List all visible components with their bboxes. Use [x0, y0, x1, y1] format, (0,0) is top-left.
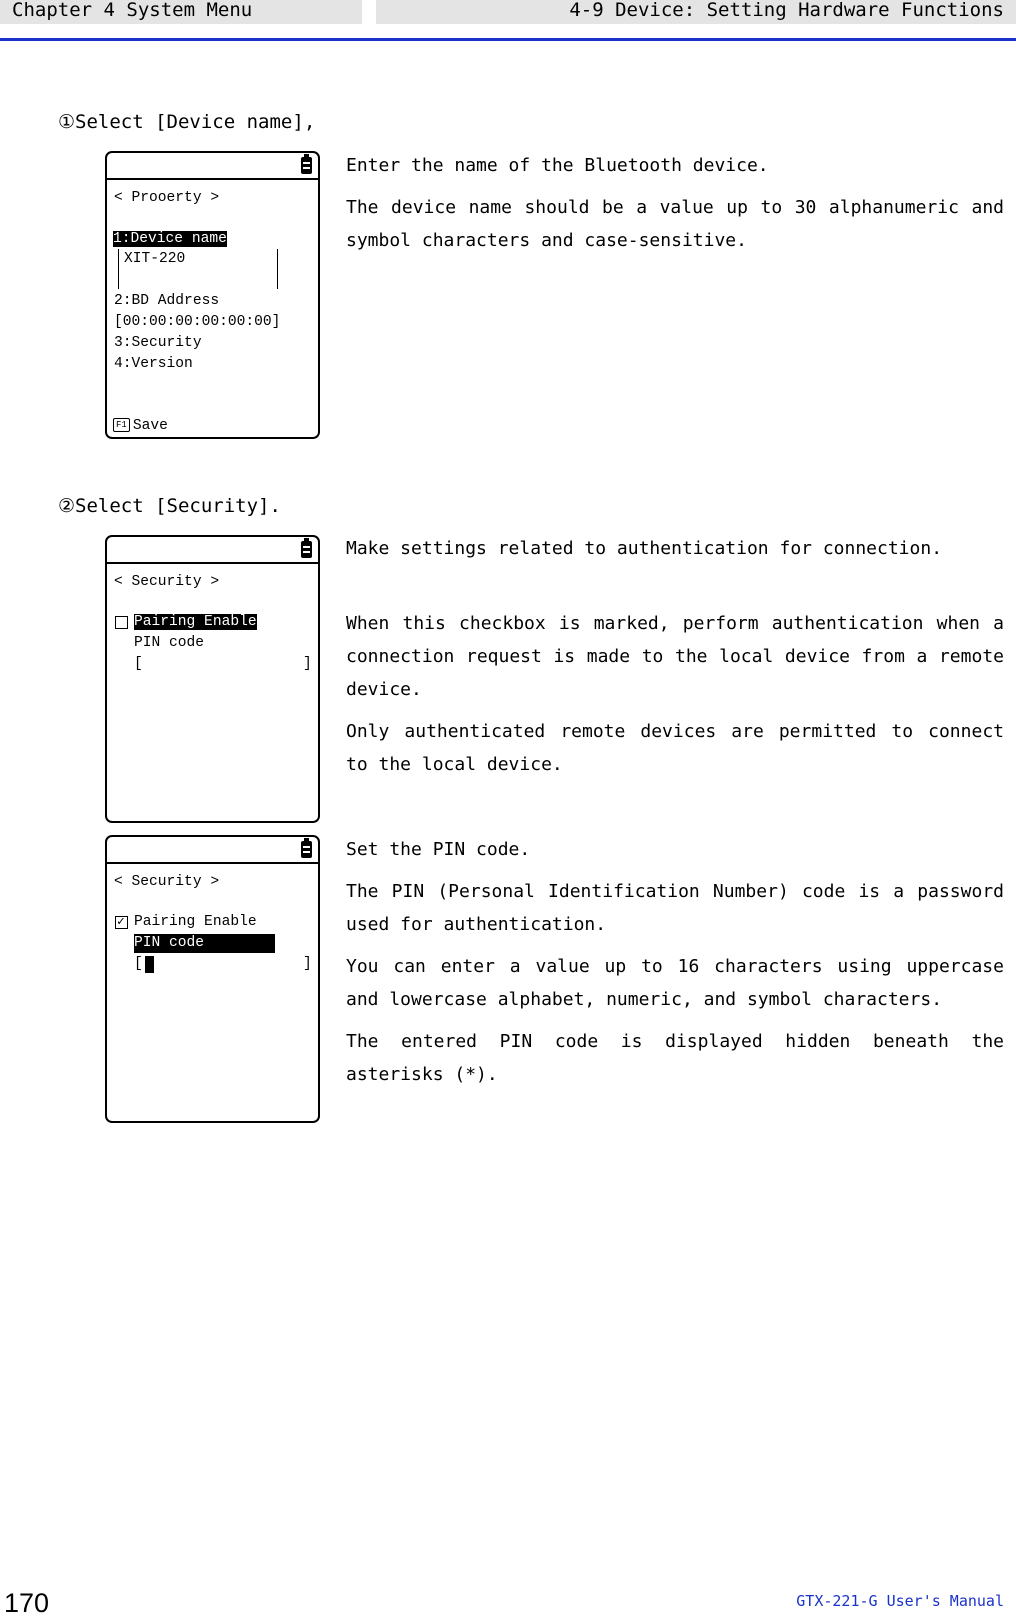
- screen-title: < Prooerty >: [114, 190, 220, 206]
- pin-code-screen: [105, 835, 320, 1123]
- f1-key-icon: F1: [113, 418, 130, 432]
- desc-paragraph: When this checkbox is marked, perform authentication when a connection request is made to the local device from a remote device.: [346, 613, 1004, 700]
- desc-paragraph: Enter the name of the Bluetooth device.: [346, 155, 769, 176]
- input-border-left: [118, 249, 119, 289]
- chapter-title: Chapter 4 System Menu: [0, 0, 362, 24]
- menu-item-device-name[interactable]: [113, 230, 227, 249]
- screen-title: < Security >: [114, 874, 220, 890]
- text-cursor: [145, 956, 154, 973]
- pairing-enable-label[interactable]: Pairing Enable: [134, 914, 257, 930]
- pairing-enable-option[interactable]: [134, 613, 257, 632]
- menu-item-device-name-label: 1:Device name: [113, 231, 227, 247]
- menu-item-bd-address[interactable]: 2:BD Address: [114, 293, 220, 309]
- device-name-screen: [105, 151, 320, 439]
- step-1-label: ①Select [Device name],: [58, 111, 316, 133]
- desc-paragraph: The entered PIN code is displayed hidden beneath the asterisks (*).: [346, 1031, 1004, 1085]
- screen-title: < Security >: [114, 574, 220, 590]
- input-border-right: [277, 249, 278, 289]
- pin-open-bracket: [: [134, 656, 143, 672]
- checkmark-icon: ✓: [117, 914, 125, 929]
- desc-paragraph: The PIN (Personal Identification Number) code is a password used for authentication.: [346, 881, 1004, 935]
- pin-close-bracket: ]: [303, 656, 312, 672]
- device-name-input[interactable]: XIT-220: [124, 251, 186, 267]
- manual-title: GTX-221-G User's Manual: [796, 1592, 1004, 1610]
- battery-icon: [301, 841, 312, 858]
- save-function-key[interactable]: [113, 417, 168, 436]
- section-title: 4-9 Device: Setting Hardware Functions: [376, 0, 1016, 24]
- desc-paragraph: The device name should be a value up to 30 alphanumeric and symbol characters and case-sensitive.: [346, 197, 1004, 251]
- status-bar: [107, 837, 318, 864]
- step-2-description: [346, 532, 1004, 790]
- pairing-enable-label: Pairing Enable: [134, 614, 257, 630]
- status-bar: [107, 537, 318, 564]
- battery-icon: [301, 541, 312, 558]
- desc-paragraph: Only authenticated remote devices are permitted to connect to the local device.: [346, 721, 1004, 775]
- step-1-description: [346, 149, 1004, 266]
- pin-code-label[interactable]: PIN code: [134, 934, 275, 953]
- status-bar: [107, 153, 318, 180]
- pin-close-bracket: ]: [303, 956, 312, 972]
- desc-paragraph: Make settings related to authentication for connection.: [346, 538, 943, 559]
- menu-item-security[interactable]: 3:Security: [114, 335, 202, 351]
- desc-paragraph: Set the PIN code.: [346, 839, 531, 860]
- save-label: Save: [132, 418, 168, 434]
- pin-open-bracket: [: [134, 956, 143, 972]
- step-2-label: ②Select [Security].: [58, 495, 281, 517]
- pin-code-label: PIN code: [134, 635, 205, 651]
- menu-item-version[interactable]: 4:Version: [114, 356, 193, 372]
- step-3-description: [346, 833, 1004, 1100]
- battery-icon: [301, 157, 312, 174]
- security-screen: [105, 535, 320, 823]
- pairing-enable-checkbox[interactable]: [115, 616, 128, 629]
- desc-paragraph: You can enter a value up to 16 characters using uppercase and lowercase alphabet, numeric, and symbol characters.: [346, 956, 1004, 1010]
- bd-address-value: [00:00:00:00:00:00]: [114, 314, 281, 330]
- page-number: 170: [4, 1588, 50, 1618]
- page-header: [0, 0, 1016, 41]
- pairing-enable-checkbox[interactable]: [115, 916, 128, 929]
